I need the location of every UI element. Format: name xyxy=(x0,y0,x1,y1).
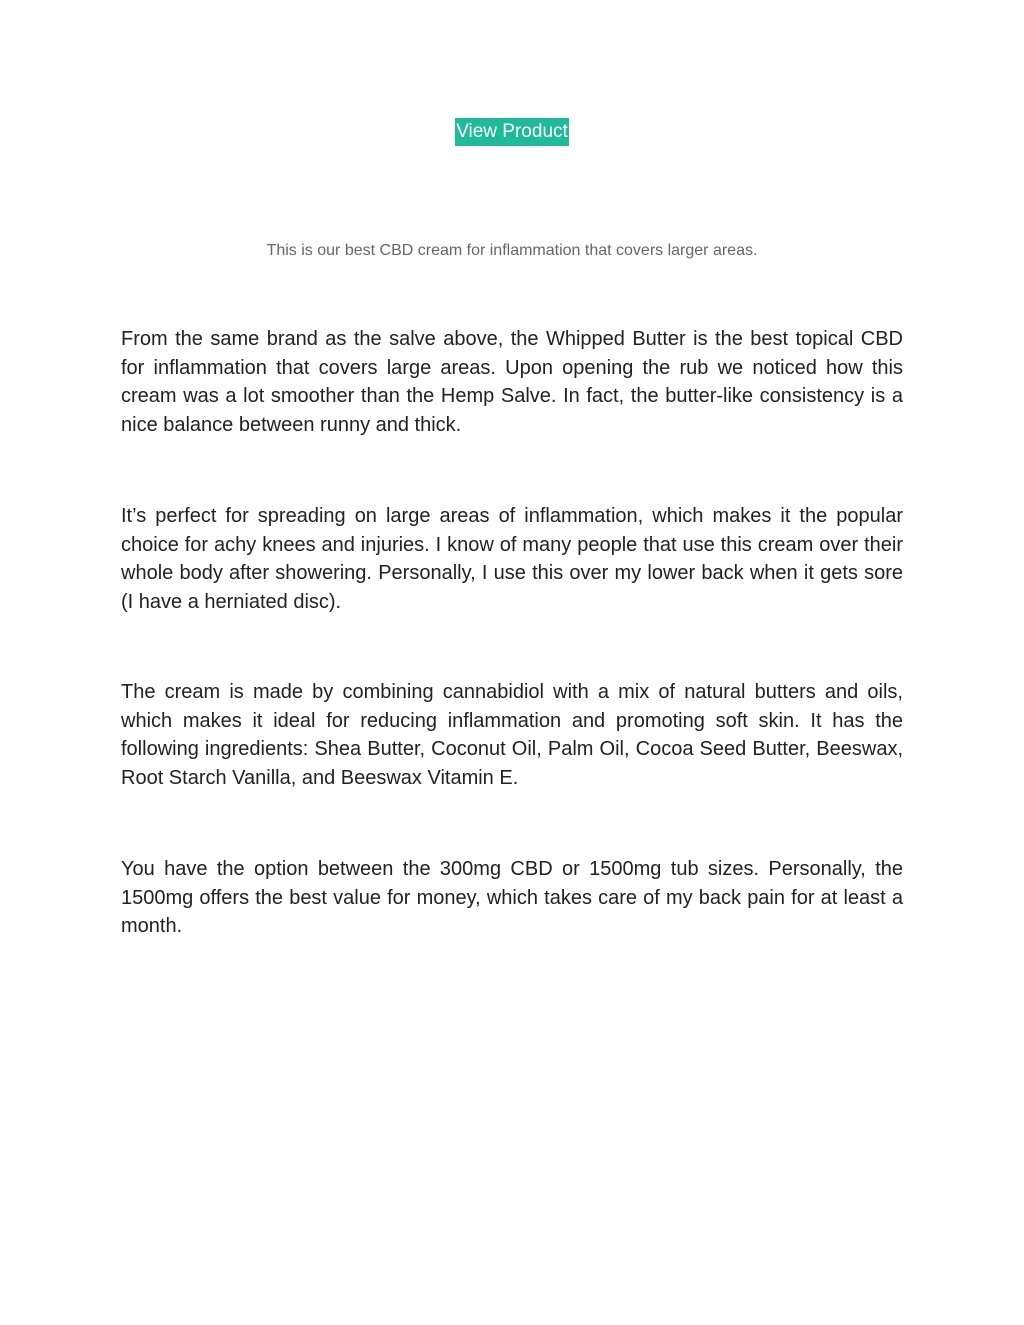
paragraph-2: It’s perfect for spreading on large areas of inflammation, which makes it the popular choice for achy knees and injuries. I know of many people that use this cream over their whole body after showering. Personally, I use this over my lower back when it gets sore (I have a herniated disc). xyxy=(121,505,903,613)
paragraph-3: The cream is made by combining cannabidiol with a mix of natural butters and oils, which makes it ideal for reducing inflammation and promoting soft skin. It has the following ingredients: Shea Butter, Coconut Oil, Palm Oil, Cocoa Seed Butter, Beeswax, Root Starch Vanilla, and Beeswax Vitamin E. xyxy=(121,681,903,789)
view-product-button[interactable]: View Product xyxy=(455,118,569,146)
product-caption: This is our best CBD cream for inflammation that covers larger areas. xyxy=(266,242,758,259)
paragraph-4: You have the option between the 300mg CBD or 1500mg tub sizes. Personally, the 1500mg offers the best value for money, which takes care of my back pain for at least a month. xyxy=(121,858,903,937)
paragraph-1: From the same brand as the salve above, the Whipped Butter is the best topical CBD for inflammation that covers large areas. Upon opening the rub we noticed how this cream was a lot smoother than the Hemp Salve. In fact, the butter-like consistency is a nice balance between runny and thick. xyxy=(121,328,903,436)
cta-container xyxy=(0,118,1024,146)
